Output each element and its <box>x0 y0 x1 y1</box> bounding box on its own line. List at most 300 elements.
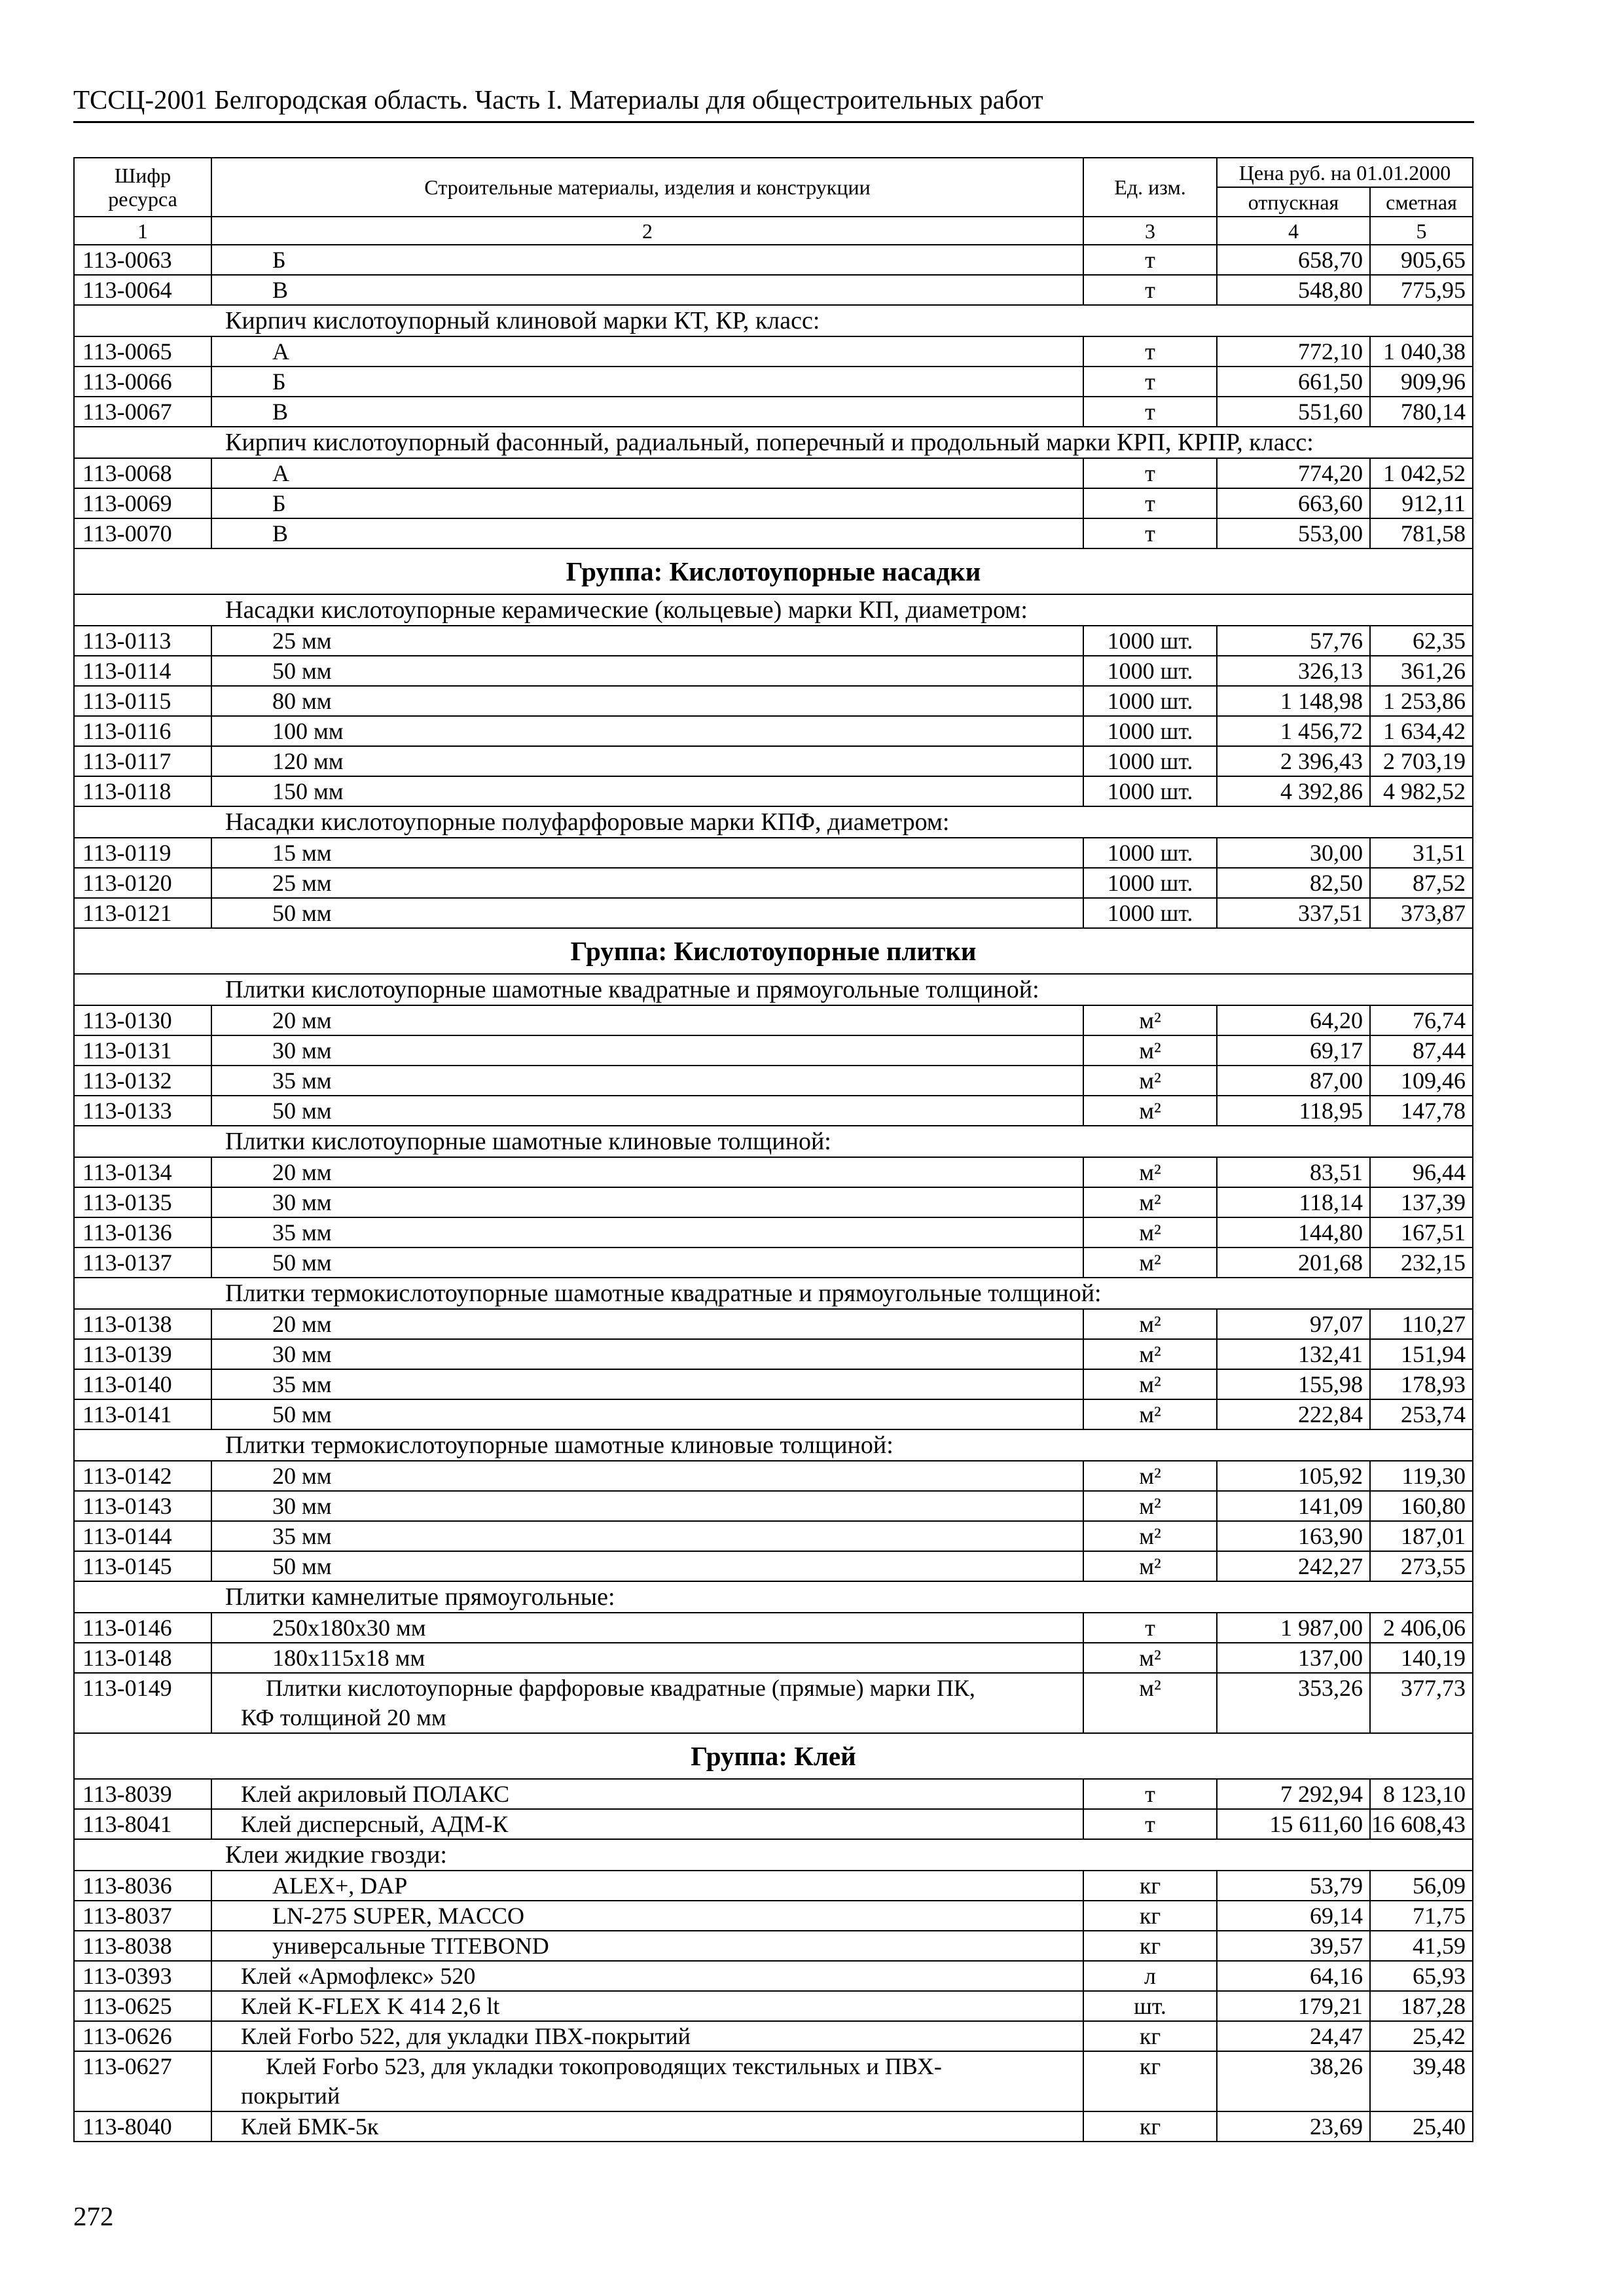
table-row <box>74 716 1473 746</box>
unit: кг <box>1083 2051 1217 2111</box>
resource-code: 113-0120 <box>74 868 211 898</box>
material-name: 30 мм <box>211 1491 1083 1521</box>
unit: 1000 шт. <box>1083 716 1217 746</box>
resource-code: 113-0064 <box>74 275 211 305</box>
unit: м² <box>1083 1217 1217 1247</box>
table-row <box>74 776 1473 806</box>
col-header-code: Шифр ресурса <box>74 158 211 217</box>
table-row <box>74 1461 1473 1491</box>
material-name-line: КФ толщиной 20 мм <box>241 1704 446 1731</box>
resource-code: 113-8039 <box>74 1779 211 1809</box>
release-price: 658,70 <box>1217 245 1370 275</box>
release-price: 353,26 <box>1217 1673 1370 1733</box>
resource-code: 113-0148 <box>74 1643 211 1673</box>
resource-code: 113-8038 <box>74 1931 211 1961</box>
estimate-price: 232,15 <box>1370 1247 1473 1278</box>
table-row <box>74 2051 1473 2111</box>
material-name: В <box>211 397 1083 427</box>
table-row <box>74 1035 1473 1066</box>
estimate-price: 71,75 <box>1370 1901 1473 1931</box>
section-heading: Плитки кислотоупорные шамотные клиновые толщиной: <box>74 1126 1473 1157</box>
release-price: 548,80 <box>1217 275 1370 305</box>
release-price: 2 396,43 <box>1217 746 1370 776</box>
estimate-price: 31,51 <box>1370 838 1473 868</box>
table-row <box>74 1491 1473 1521</box>
section-heading-row <box>74 594 1473 626</box>
resource-code: 113-0138 <box>74 1309 211 1339</box>
material-name <box>211 1673 1083 1733</box>
unit: т <box>1083 245 1217 275</box>
estimate-price: 178,93 <box>1370 1369 1473 1399</box>
table-row <box>74 1991 1473 2021</box>
estimate-price: 1 040,38 <box>1370 336 1473 367</box>
unit: 1000 шт. <box>1083 776 1217 806</box>
resource-code: 113-0134 <box>74 1157 211 1187</box>
resource-code: 113-0627 <box>74 2051 211 2111</box>
estimate-price: 25,40 <box>1370 2111 1473 2142</box>
release-price: 132,41 <box>1217 1339 1370 1369</box>
estimate-price: 912,11 <box>1370 488 1473 518</box>
group-heading: Группа: Клей <box>74 1733 1473 1779</box>
material-name: В <box>211 518 1083 548</box>
material-name: LN-275 SUPER, MACCO <box>211 1901 1083 1931</box>
resource-code: 113-0121 <box>74 898 211 928</box>
col-number: 1 <box>74 217 211 245</box>
section-heading-row <box>74 427 1473 458</box>
group-heading: Группа: Кислотоупорные плитки <box>74 928 1473 974</box>
material-name: 20 мм <box>211 1157 1083 1187</box>
estimate-price: 2 703,19 <box>1370 746 1473 776</box>
unit: м² <box>1083 1035 1217 1066</box>
release-price: 242,27 <box>1217 1551 1370 1581</box>
table-row <box>74 2111 1473 2142</box>
table-row <box>74 838 1473 868</box>
estimate-price: 1 042,52 <box>1370 458 1473 488</box>
release-price: 141,09 <box>1217 1491 1370 1521</box>
resource-code: 113-8041 <box>74 1809 211 1839</box>
estimate-price: 775,95 <box>1370 275 1473 305</box>
estimate-price: 41,59 <box>1370 1931 1473 1961</box>
resource-code: 113-0140 <box>74 1369 211 1399</box>
material-name: Клей Forbo 522, для укладки ПВХ-покрытий <box>211 2021 1083 2051</box>
table-row <box>74 898 1473 928</box>
estimate-price: 110,27 <box>1370 1309 1473 1339</box>
estimate-price: 909,96 <box>1370 367 1473 397</box>
material-name: ALEX+, DAP <box>211 1871 1083 1901</box>
unit: м² <box>1083 1399 1217 1429</box>
material-name: 50 мм <box>211 1399 1083 1429</box>
material-name: 15 мм <box>211 838 1083 868</box>
material-name: 80 мм <box>211 686 1083 716</box>
table-row <box>74 1339 1473 1369</box>
unit: л <box>1083 1961 1217 1991</box>
table-row <box>74 518 1473 548</box>
resource-code: 113-0119 <box>74 838 211 868</box>
material-name: 250x180x30 мм <box>211 1613 1083 1643</box>
col-number: 5 <box>1370 217 1473 245</box>
material-name: Клей «Армофлекс» 520 <box>211 1961 1083 1991</box>
estimate-price: 167,51 <box>1370 1217 1473 1247</box>
section-heading: Плитки термокислотоупорные шамотные клиновые толщиной: <box>74 1429 1473 1461</box>
resource-code: 113-0069 <box>74 488 211 518</box>
col-header-unit: Ед. изм. <box>1083 158 1217 217</box>
unit: м² <box>1083 1309 1217 1339</box>
release-price: 1 456,72 <box>1217 716 1370 746</box>
release-price: 53,79 <box>1217 1871 1370 1901</box>
unit: т <box>1083 1779 1217 1809</box>
material-name: 100 мм <box>211 716 1083 746</box>
table-row <box>74 1551 1473 1581</box>
table-row <box>74 1673 1473 1733</box>
estimate-price: 1 253,86 <box>1370 686 1473 716</box>
unit: м² <box>1083 1247 1217 1278</box>
estimate-price: 16 608,43 <box>1370 1809 1473 1839</box>
table-row <box>74 1613 1473 1643</box>
estimate-price: 147,78 <box>1370 1096 1473 1126</box>
material-name: Клей акриловый ПОЛАКС <box>211 1779 1083 1809</box>
unit: 1000 шт. <box>1083 868 1217 898</box>
material-name: 20 мм <box>211 1461 1083 1491</box>
resource-code: 113-0393 <box>74 1961 211 1991</box>
material-name: Клей БМК-5к <box>211 2111 1083 2142</box>
table-row <box>74 1217 1473 1247</box>
estimate-price: 8 123,10 <box>1370 1779 1473 1809</box>
material-name: 25 мм <box>211 868 1083 898</box>
estimate-price: 62,35 <box>1370 626 1473 656</box>
estimate-price: 96,44 <box>1370 1157 1473 1187</box>
section-heading: Плитки термокислотоупорные шамотные квадратные и прямоугольные толщиной: <box>74 1278 1473 1309</box>
unit: м² <box>1083 1339 1217 1369</box>
section-heading-row <box>74 305 1473 336</box>
release-price: 23,69 <box>1217 2111 1370 2142</box>
material-name: В <box>211 275 1083 305</box>
release-price: 663,60 <box>1217 488 1370 518</box>
unit: 1000 шт. <box>1083 838 1217 868</box>
table-row <box>74 1005 1473 1035</box>
section-heading: Кирпич кислотоупорный клиновой марки КТ, КР, класс: <box>74 305 1473 336</box>
resource-code: 113-0113 <box>74 626 211 656</box>
release-price: 57,76 <box>1217 626 1370 656</box>
release-price: 7 292,94 <box>1217 1779 1370 1809</box>
unit: м² <box>1083 1461 1217 1491</box>
estimate-price: 373,87 <box>1370 898 1473 928</box>
group-heading-row <box>74 1733 1473 1779</box>
estimate-price: 87,52 <box>1370 868 1473 898</box>
release-price: 69,17 <box>1217 1035 1370 1066</box>
table-row <box>74 1871 1473 1901</box>
page-number: 272 <box>73 2201 114 2231</box>
release-price: 105,92 <box>1217 1461 1370 1491</box>
unit: м² <box>1083 1066 1217 1096</box>
table-row <box>74 1901 1473 1931</box>
estimate-price: 119,30 <box>1370 1461 1473 1491</box>
unit: т <box>1083 518 1217 548</box>
table-row <box>74 1066 1473 1096</box>
group-heading: Группа: Кислотоупорные насадки <box>74 548 1473 594</box>
material-name <box>211 2051 1083 2111</box>
resource-code: 113-0066 <box>74 367 211 397</box>
group-heading-row <box>74 548 1473 594</box>
table-row <box>74 2021 1473 2051</box>
material-name: Б <box>211 488 1083 518</box>
material-name: 150 мм <box>211 776 1083 806</box>
estimate-price: 187,01 <box>1370 1521 1473 1551</box>
section-heading: Клеи жидкие гвозди: <box>74 1839 1473 1871</box>
section-heading: Кирпич кислотоупорный фасонный, радиальный, поперечный и продольный марки КРП, КРПР, класс: <box>74 427 1473 458</box>
estimate-price: 273,55 <box>1370 1551 1473 1581</box>
material-name: 50 мм <box>211 1551 1083 1581</box>
estimate-price: 39,48 <box>1370 2051 1473 2111</box>
material-name: 30 мм <box>211 1339 1083 1369</box>
release-price: 163,90 <box>1217 1521 1370 1551</box>
unit: т <box>1083 458 1217 488</box>
unit: м² <box>1083 1005 1217 1035</box>
unit: т <box>1083 1809 1217 1839</box>
estimate-price: 781,58 <box>1370 518 1473 548</box>
resource-code: 113-8037 <box>74 1901 211 1931</box>
material-name: 20 мм <box>211 1309 1083 1339</box>
release-price: 222,84 <box>1217 1399 1370 1429</box>
release-price: 24,47 <box>1217 2021 1370 2051</box>
material-name: Клей K-FLEX K 414 2,6 lt <box>211 1991 1083 2021</box>
release-price: 326,13 <box>1217 656 1370 686</box>
estimate-price: 780,14 <box>1370 397 1473 427</box>
page-header-title: ТССЦ-2001 Белгородская область. Часть I. Материалы для общестроительных работ <box>73 84 1043 115</box>
section-heading: Насадки кислотоупорные керамические (кольцевые) марки КП, диаметром: <box>74 594 1473 626</box>
material-name: А <box>211 458 1083 488</box>
group-heading-row <box>74 928 1473 974</box>
table-row <box>74 626 1473 656</box>
material-name: 35 мм <box>211 1521 1083 1551</box>
estimate-price: 76,74 <box>1370 1005 1473 1035</box>
section-heading-row <box>74 1839 1473 1871</box>
release-price: 118,14 <box>1217 1187 1370 1217</box>
resource-code: 113-8040 <box>74 2111 211 2142</box>
col-header-price: Цена руб. на 01.01.2000 <box>1217 158 1473 187</box>
release-price: 137,00 <box>1217 1643 1370 1673</box>
resource-code: 113-0117 <box>74 746 211 776</box>
unit: 1000 шт. <box>1083 746 1217 776</box>
estimate-price: 905,65 <box>1370 245 1473 275</box>
material-name: А <box>211 336 1083 367</box>
table-row <box>74 1643 1473 1673</box>
material-name: 120 мм <box>211 746 1083 776</box>
resource-code: 113-0114 <box>74 656 211 686</box>
col-number: 3 <box>1083 217 1217 245</box>
table-row <box>74 746 1473 776</box>
release-price: 64,16 <box>1217 1961 1370 1991</box>
unit: м² <box>1083 1157 1217 1187</box>
resource-code: 113-0137 <box>74 1247 211 1278</box>
unit: т <box>1083 397 1217 427</box>
resource-code: 113-0116 <box>74 716 211 746</box>
release-price: 179,21 <box>1217 1991 1370 2021</box>
table-row <box>74 1187 1473 1217</box>
material-name: 35 мм <box>211 1217 1083 1247</box>
material-name: 25 мм <box>211 626 1083 656</box>
resource-code: 113-8036 <box>74 1871 211 1901</box>
resource-code: 113-0139 <box>74 1339 211 1369</box>
release-price: 144,80 <box>1217 1217 1370 1247</box>
material-name-line: Клей Forbo 523, для укладки токопроводящих текстильных и ПВХ- <box>266 2053 942 2079</box>
table-row <box>74 1399 1473 1429</box>
resource-code: 113-0132 <box>74 1066 211 1096</box>
estimate-price: 56,09 <box>1370 1871 1473 1901</box>
section-heading: Плитки кислотоупорные шамотные квадратные и прямоугольные толщиной: <box>74 974 1473 1005</box>
release-price: 1 987,00 <box>1217 1613 1370 1643</box>
table-row <box>74 1521 1473 1551</box>
section-heading-row <box>74 1429 1473 1461</box>
resource-code: 113-0118 <box>74 776 211 806</box>
material-name: 30 мм <box>211 1035 1083 1066</box>
col-header-estimate: сметная <box>1370 187 1473 217</box>
estimate-price: 151,94 <box>1370 1339 1473 1369</box>
unit: кг <box>1083 2111 1217 2142</box>
release-price: 551,60 <box>1217 397 1370 427</box>
table-row <box>74 1961 1473 1991</box>
estimate-price: 377,73 <box>1370 1673 1473 1733</box>
table-row <box>74 275 1473 305</box>
material-name: Б <box>211 367 1083 397</box>
resource-code: 113-0626 <box>74 2021 211 2051</box>
material-name: 50 мм <box>211 898 1083 928</box>
table-row <box>74 1096 1473 1126</box>
unit: м² <box>1083 1491 1217 1521</box>
unit: м² <box>1083 1551 1217 1581</box>
estimate-price: 65,93 <box>1370 1961 1473 1991</box>
unit: 1000 шт. <box>1083 898 1217 928</box>
table-row <box>74 1247 1473 1278</box>
resource-code: 113-0144 <box>74 1521 211 1551</box>
section-heading: Насадки кислотоупорные полуфарфоровые марки КПФ, диаметром: <box>74 806 1473 838</box>
material-name: 30 мм <box>211 1187 1083 1217</box>
resource-code: 113-0070 <box>74 518 211 548</box>
table-row <box>74 1779 1473 1809</box>
release-price: 553,00 <box>1217 518 1370 548</box>
table-row <box>74 458 1473 488</box>
resource-code: 113-0142 <box>74 1461 211 1491</box>
unit: кг <box>1083 1871 1217 1901</box>
resource-code: 113-0143 <box>74 1491 211 1521</box>
unit: т <box>1083 275 1217 305</box>
unit: кг <box>1083 1931 1217 1961</box>
resource-code: 113-0068 <box>74 458 211 488</box>
unit: кг <box>1083 2021 1217 2051</box>
table-row <box>74 1309 1473 1339</box>
release-price: 87,00 <box>1217 1066 1370 1096</box>
resource-code: 113-0115 <box>74 686 211 716</box>
material-name: 180x115x18 мм <box>211 1643 1083 1673</box>
material-name: 50 мм <box>211 656 1083 686</box>
section-heading-row <box>74 1581 1473 1613</box>
estimate-price: 4 982,52 <box>1370 776 1473 806</box>
release-price: 82,50 <box>1217 868 1370 898</box>
unit: м² <box>1083 1673 1217 1733</box>
release-price: 97,07 <box>1217 1309 1370 1339</box>
estimate-price: 137,39 <box>1370 1187 1473 1217</box>
table-row <box>74 245 1473 275</box>
table-row <box>74 367 1473 397</box>
resource-code: 113-0149 <box>74 1673 211 1733</box>
table-row <box>74 686 1473 716</box>
header-rule <box>73 121 1474 123</box>
material-name: Клей дисперсный, АДМ-К <box>211 1809 1083 1839</box>
release-price: 4 392,86 <box>1217 776 1370 806</box>
resource-code: 113-0130 <box>74 1005 211 1035</box>
release-price: 337,51 <box>1217 898 1370 928</box>
release-price: 774,20 <box>1217 458 1370 488</box>
section-heading-row <box>74 1278 1473 1309</box>
estimate-price: 160,80 <box>1370 1491 1473 1521</box>
release-price: 39,57 <box>1217 1931 1370 1961</box>
material-name: 20 мм <box>211 1005 1083 1035</box>
resource-code: 113-0136 <box>74 1217 211 1247</box>
table-row <box>74 397 1473 427</box>
estimate-price: 1 634,42 <box>1370 716 1473 746</box>
resource-code: 113-0146 <box>74 1613 211 1643</box>
resource-code: 113-0145 <box>74 1551 211 1581</box>
table-row <box>74 336 1473 367</box>
unit: 1000 шт. <box>1083 626 1217 656</box>
release-price: 83,51 <box>1217 1157 1370 1187</box>
section-heading: Плитки камнелитые прямоугольные: <box>74 1581 1473 1613</box>
unit: м² <box>1083 1096 1217 1126</box>
table-row <box>74 868 1473 898</box>
price-table <box>73 157 1473 2142</box>
unit: кг <box>1083 1901 1217 1931</box>
table-row <box>74 1369 1473 1399</box>
col-header-release: отпускная <box>1217 187 1370 217</box>
estimate-price: 361,26 <box>1370 656 1473 686</box>
release-price: 661,50 <box>1217 367 1370 397</box>
table-row <box>74 488 1473 518</box>
col-number: 4 <box>1217 217 1370 245</box>
release-price: 64,20 <box>1217 1005 1370 1035</box>
resource-code: 113-0135 <box>74 1187 211 1217</box>
material-name-line: покрытий <box>241 2083 340 2109</box>
section-heading-row <box>74 1126 1473 1157</box>
unit: 1000 шт. <box>1083 686 1217 716</box>
estimate-price: 140,19 <box>1370 1643 1473 1673</box>
material-name: 35 мм <box>211 1066 1083 1096</box>
release-price: 772,10 <box>1217 336 1370 367</box>
resource-code: 113-0065 <box>74 336 211 367</box>
table-row <box>74 1809 1473 1839</box>
release-price: 201,68 <box>1217 1247 1370 1278</box>
unit: м² <box>1083 1643 1217 1673</box>
material-name: 50 мм <box>211 1247 1083 1278</box>
resource-code: 113-0625 <box>74 1991 211 2021</box>
material-name-line: Плитки кислотоупорные фарфоровые квадратные (прямые) марки ПК, <box>266 1675 975 1701</box>
unit: т <box>1083 367 1217 397</box>
material-name: универсальные TITEBOND <box>211 1931 1083 1961</box>
col-header-name: Строительные материалы, изделия и конструкции <box>211 158 1083 217</box>
estimate-price: 109,46 <box>1370 1066 1473 1096</box>
resource-code: 113-0133 <box>74 1096 211 1126</box>
estimate-price: 187,28 <box>1370 1991 1473 2021</box>
unit: т <box>1083 1613 1217 1643</box>
resource-code: 113-0063 <box>74 245 211 275</box>
table-row <box>74 656 1473 686</box>
resource-code: 113-0141 <box>74 1399 211 1429</box>
unit: м² <box>1083 1521 1217 1551</box>
release-price: 155,98 <box>1217 1369 1370 1399</box>
material-name: 35 мм <box>211 1369 1083 1399</box>
unit: м² <box>1083 1187 1217 1217</box>
estimate-price: 2 406,06 <box>1370 1613 1473 1643</box>
table-row <box>74 1157 1473 1187</box>
release-price: 118,95 <box>1217 1096 1370 1126</box>
